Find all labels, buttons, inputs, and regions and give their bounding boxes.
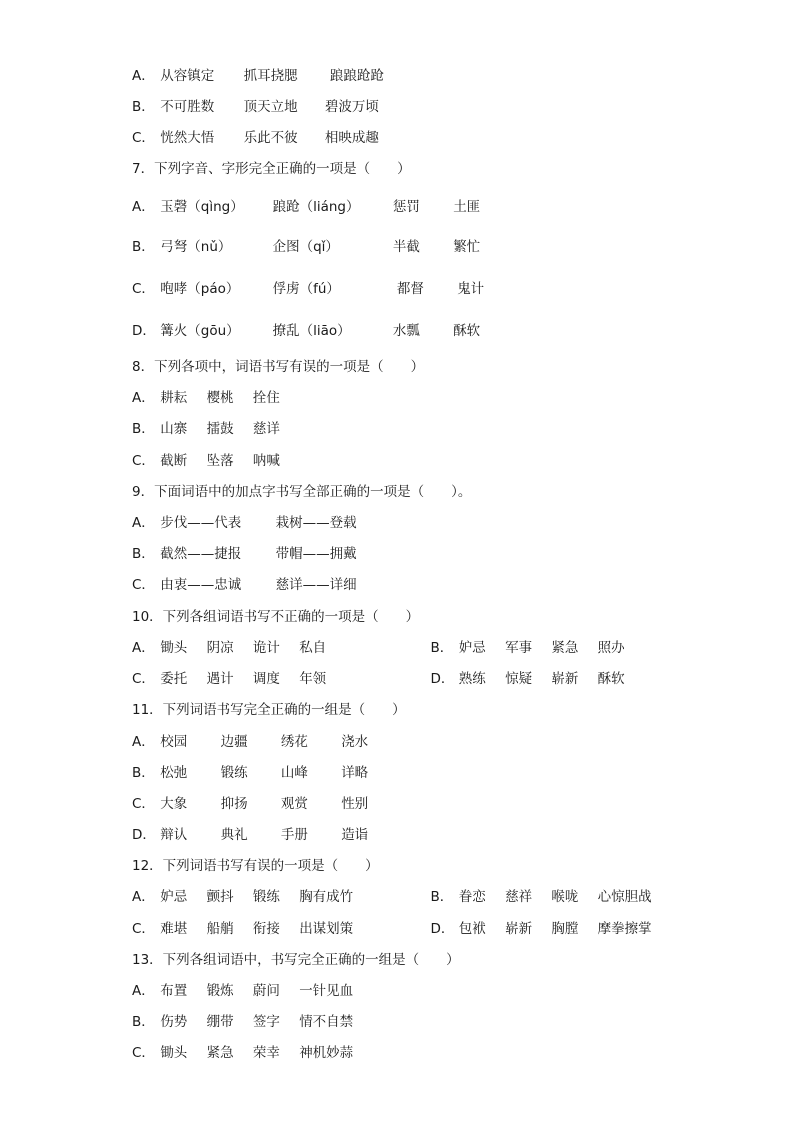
option-word: 呐喊 (252, 453, 280, 469)
option-word: 咆哮（páo） (160, 281, 240, 297)
option-label: B． (132, 421, 155, 437)
option-word: 遇计 (206, 671, 234, 687)
option-label: B． (430, 889, 454, 905)
option-word: 心惊胆战 (597, 889, 652, 905)
q9-option-a (132, 514, 357, 532)
option-label: A． (132, 889, 155, 905)
option-word: 抑扬 (220, 796, 248, 812)
option-word: 酥软 (453, 323, 481, 339)
option-word: 栽树——登载 (275, 515, 357, 531)
option-word: 半截 (392, 239, 420, 255)
option-word: 相映成趣 (324, 130, 379, 146)
q13-stem: 13．下列各组词语中，书写完全正确的一组是（ ） (132, 952, 460, 968)
option-word: 辩认 (160, 827, 188, 843)
option-word: 慈详——详细 (275, 577, 357, 593)
option-label: B． (132, 239, 155, 255)
option-word: 紧急 (206, 1045, 234, 1061)
option-word: 恍然大悟 (160, 130, 215, 146)
option-word: 撩乱（liāo） (272, 323, 351, 339)
option-label: A． (132, 983, 155, 999)
option-word: 造诣 (341, 827, 369, 843)
option-word: 截断 (160, 453, 188, 469)
q12-row-1 (132, 888, 652, 906)
option-word: 锄头 (160, 1045, 188, 1061)
option-word: 俘虏（fú） (272, 281, 340, 297)
option-word: 从容镇定 (160, 68, 215, 84)
option-word: 委托 (160, 671, 188, 687)
option-word: 慈详 (252, 421, 280, 437)
q8-option-c (132, 452, 280, 470)
option-label: C． (132, 1045, 155, 1061)
option-word: 步伐——代表 (160, 515, 242, 531)
option-word: 由衷——忠诚 (160, 577, 242, 593)
option-word: 崭新 (505, 921, 533, 937)
option-word: 松弛 (160, 765, 188, 781)
option-word: 鬼计 (457, 281, 485, 297)
option-word: 水瓢 (392, 323, 420, 339)
option-word: 包袱 (458, 921, 486, 937)
option-label: C． (132, 671, 155, 687)
q8-option-b (132, 420, 280, 438)
option-label: C． (132, 577, 155, 593)
option-label: C． (132, 130, 155, 146)
option-word: 绷带 (206, 1014, 234, 1030)
option-label: D． (430, 921, 455, 937)
q11-stem: 11．下列词语书写完全正确的一组是（ ） (132, 702, 406, 718)
option-word: 典礼 (220, 827, 248, 843)
q6-option-c (132, 129, 379, 147)
q6-option-a (132, 67, 384, 85)
option-word: 签字 (252, 1014, 280, 1030)
q11-option-d (132, 826, 368, 844)
option-word: 难堪 (160, 921, 188, 937)
option-word: 边疆 (220, 734, 248, 750)
option-word: 颤抖 (206, 889, 234, 905)
option-word: 妒忌 (160, 889, 188, 905)
option-word: 胸膛 (551, 921, 579, 937)
option-word: 截然——捷报 (160, 546, 242, 562)
option-label: A． (132, 734, 155, 750)
option-word: 玉磬（qìng） (160, 199, 244, 215)
option-label: B． (132, 1014, 155, 1030)
option-word: 紧急 (551, 640, 579, 656)
option-word: 繁忙 (453, 239, 481, 255)
option-label: C． (132, 796, 155, 812)
option-word: 浇水 (341, 734, 369, 750)
option-label: A． (132, 640, 155, 656)
q9-option-c (132, 576, 357, 594)
option-word: 年领 (299, 671, 327, 687)
q8-stem: 8．下列各项中，词语书写有误的一项是（ ） (132, 359, 425, 375)
option-word: 伤势 (160, 1014, 188, 1030)
option-word: 都督 (396, 281, 424, 297)
q7-option-b (132, 238, 480, 256)
q10-row-2 (132, 670, 625, 688)
option-word: 出谋划策 (299, 921, 354, 937)
option-word: 照办 (597, 640, 625, 656)
option-label: A． (132, 390, 155, 406)
option-label: B． (430, 640, 454, 656)
option-word: 布置 (160, 983, 188, 999)
option-word: 详略 (341, 765, 369, 781)
option-word: 樱桃 (206, 390, 234, 406)
option-label: D． (132, 827, 156, 843)
option-word: 锻练 (220, 765, 248, 781)
q11-option-a (132, 733, 368, 751)
option-label: A． (132, 68, 155, 84)
q7-option-d (132, 322, 480, 340)
option-word: 妒忌 (458, 640, 486, 656)
option-word: 抓耳挠腮 (243, 68, 298, 84)
q9-stem: 9．下面词语中的加点字书写全部正确的一项是（ ）。 (132, 484, 472, 500)
option-word: 带帽——拥戴 (275, 546, 357, 562)
option-word: 荣幸 (252, 1045, 280, 1061)
q13-option-b (132, 1013, 353, 1031)
option-word: 校园 (160, 734, 188, 750)
option-word: 弓弩（nǔ） (160, 239, 232, 255)
option-word: 眷恋 (458, 889, 486, 905)
option-label: C． (132, 921, 155, 937)
q7-option-a (132, 198, 480, 216)
option-word: 锻练 (252, 889, 280, 905)
option-label: B． (132, 765, 155, 781)
option-word: 手册 (280, 827, 308, 843)
q8-option-a (132, 389, 280, 407)
option-word: 企图（qǐ） (272, 239, 339, 255)
option-word: 篝火（gōu） (160, 323, 240, 339)
option-word: 船艄 (206, 921, 234, 937)
option-word: 调度 (252, 671, 280, 687)
option-label: C． (132, 453, 155, 469)
option-word: 崭新 (551, 671, 579, 687)
option-word: 踉跄（liáng） (272, 199, 360, 215)
option-word: 诡计 (252, 640, 280, 656)
option-word: 观赏 (280, 796, 308, 812)
option-word: 顶天立地 (243, 99, 298, 115)
option-word: 坠落 (206, 453, 234, 469)
option-word: 喉咙 (551, 889, 579, 905)
option-word: 乐此不彼 (243, 130, 298, 146)
option-word: 摩拳擦掌 (597, 921, 652, 937)
option-word: 神机妙蒜 (299, 1045, 354, 1061)
option-word: 私自 (299, 640, 327, 656)
q6-option-b (132, 98, 379, 116)
option-word: 衔接 (252, 921, 280, 937)
option-word: 山峰 (280, 765, 308, 781)
option-word: 擂鼓 (206, 421, 234, 437)
option-word: 慈祥 (505, 889, 533, 905)
option-word: 土匪 (453, 199, 481, 215)
option-label: D． (430, 671, 455, 687)
option-word: 惩罚 (392, 199, 420, 215)
option-word: 性别 (341, 796, 369, 812)
option-word: 大象 (160, 796, 188, 812)
q7-stem: 7．下列字音、字形完全正确的一项是（ ） (132, 161, 411, 177)
q12-stem: 12．下列词语书写有误的一项是（ ） (132, 858, 379, 874)
q12-row-2 (132, 920, 652, 938)
q10-stem: 10．下列各组词语书写不正确的一项是（ ） (132, 609, 420, 625)
option-word: 一针见血 (299, 983, 354, 999)
option-word: 锻炼 (206, 983, 234, 999)
option-word: 胸有成竹 (299, 889, 354, 905)
q13-option-c (132, 1044, 353, 1062)
option-word: 不可胜数 (160, 99, 215, 115)
option-word: 碧波万顷 (324, 99, 379, 115)
option-word: 山寨 (160, 421, 188, 437)
option-word: 拴住 (252, 390, 280, 406)
option-word: 锄头 (160, 640, 188, 656)
option-word: 耕耘 (160, 390, 188, 406)
option-label: B． (132, 546, 155, 562)
q11-option-c (132, 795, 368, 813)
option-label: A． (132, 199, 155, 215)
option-label: A． (132, 515, 155, 531)
option-word: 踉踉跄跄 (329, 68, 384, 84)
option-word: 阴凉 (206, 640, 234, 656)
q7-option-c (132, 280, 484, 298)
q9-option-b (132, 545, 357, 563)
option-word: 军事 (505, 640, 533, 656)
option-word: 惊疑 (505, 671, 533, 687)
option-word: 酥软 (597, 671, 625, 687)
option-label: B． (132, 99, 155, 115)
option-label: C． (132, 281, 155, 297)
q10-row-1 (132, 639, 625, 657)
option-label: D． (132, 323, 156, 339)
option-word: 情不自禁 (299, 1014, 354, 1030)
q13-option-a (132, 982, 353, 1000)
option-word: 熟练 (458, 671, 486, 687)
option-word: 绣花 (280, 734, 308, 750)
option-word: 蔚问 (252, 983, 280, 999)
q11-option-b (132, 764, 368, 782)
